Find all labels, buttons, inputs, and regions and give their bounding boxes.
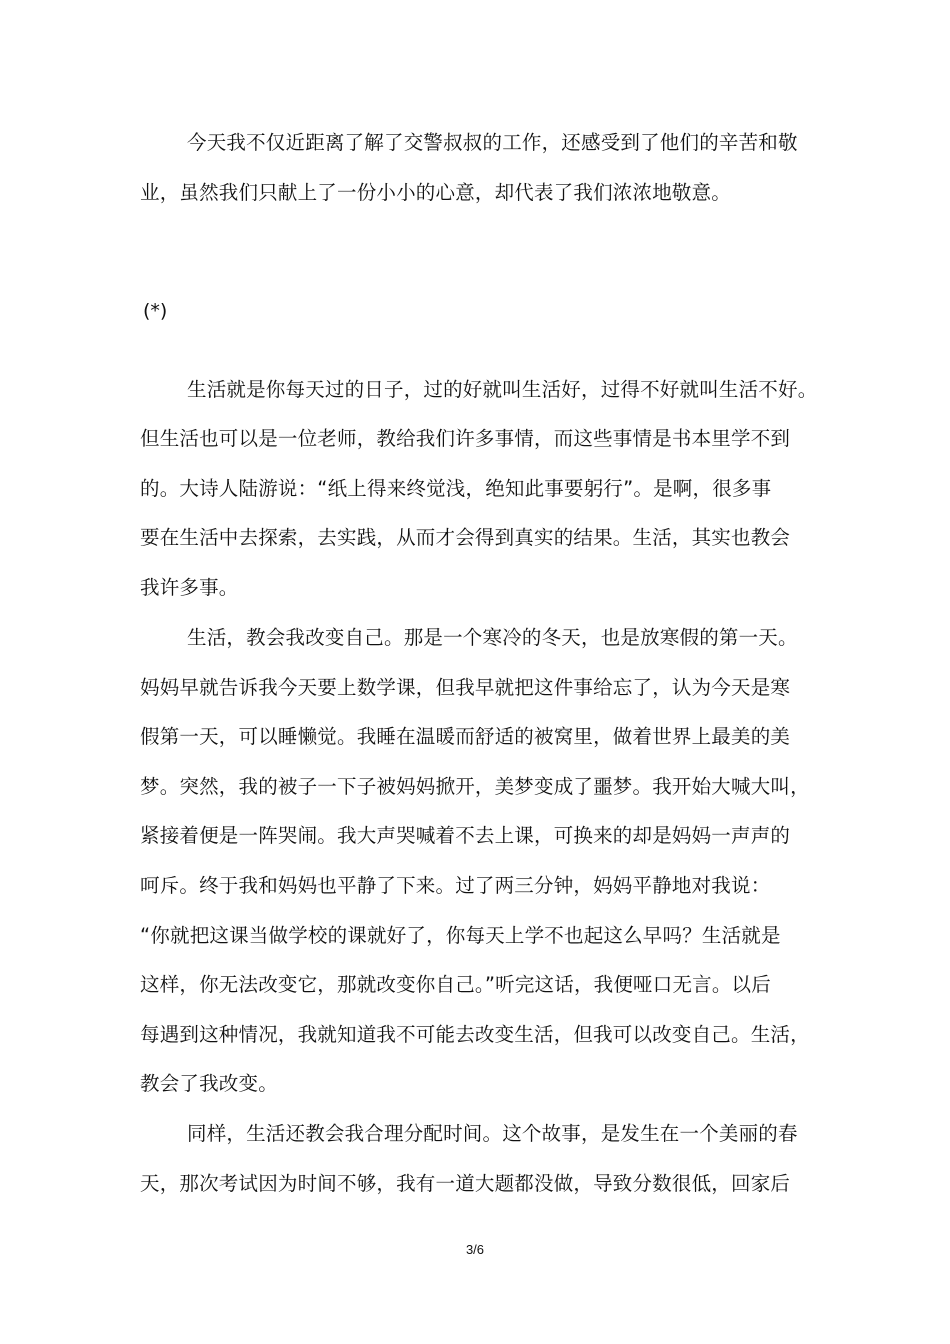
- paragraph-2-line-2: 但生活也可以是一位老师，教给我们许多事情，而这些事情是书本里学不到: [140, 427, 791, 450]
- paragraph-1-line-2: 业，虽然我们只献上了一份小小的心意，却代表了我们浓浓地敬意。: [140, 181, 732, 204]
- paragraph-3-line-9: 每遇到这种情况，我就知道我不可能去改变生活，但我可以改变自己。生活，: [140, 1023, 810, 1046]
- page-number: 3/6: [465, 1242, 485, 1257]
- paragraph-3-line-2: 妈妈早就告诉我今天要上数学课，但我早就把这件事给忘了，认为今天是寒: [140, 676, 791, 699]
- paragraph-3-line-6: 呵斥。终于我和妈妈也平静了下来。过了两三分钟，妈妈平静地对我说：: [140, 874, 771, 897]
- paragraph-3-line-8: 这样，你无法改变它，那就改变你自己。”听完这话，我便哑口无言。以后: [140, 973, 771, 996]
- paragraph-2-line-4: 要在生活中去探索，去实践，从而才会得到真实的结果。生活，其实也教会: [140, 526, 791, 549]
- paragraph-3-line-7: “你就把这课当做学校的课就好了，你每天上学不也起这么早吗？生活就是: [140, 924, 781, 947]
- paragraph-3-line-10: 教会了我改变。: [140, 1072, 278, 1095]
- paragraph-3-line-4: 梦。突然，我的被子一下子被妈妈掀开，美梦变成了噩梦。我开始大喊大叫，: [140, 775, 810, 798]
- paragraph-3-line-3: 假第一天，可以睡懒觉。我睡在温暖而舒适的被窝里，做着世界上最美的美: [140, 725, 791, 748]
- paragraph-2-line-1: 生活就是你每天过的日子，过的好就叫生活好，过得不好就叫生活不好。: [187, 378, 818, 401]
- paragraph-4-line-2: 天，那次考试因为时间不够，我有一道大题都没做，导致分数很低，回家后: [140, 1172, 791, 1195]
- paragraph-1-line-1: 今天我不仅近距离了解了交警叔叔的工作，还感受到了他们的辛苦和敬: [187, 131, 798, 154]
- paragraph-2-line-3: 的。大诗人陆游说：“纸上得来终觉浅，绝知此事要躬行”。是啊，很多事: [140, 477, 772, 500]
- paragraph-3-line-1: 生活，教会我改变自己。那是一个寒冷的冬天，也是放寒假的第一天。: [187, 626, 798, 649]
- section-marker: (*): [143, 300, 168, 322]
- paragraph-2-line-5: 我许多事。: [140, 576, 239, 599]
- paragraph-3-line-5: 紧接着便是一阵哭闹。我大声哭喊着不去上课，可换来的却是妈妈一声声的: [140, 824, 791, 847]
- paragraph-4-line-1: 同样，生活还教会我合理分配时间。这个故事，是发生在一个美丽的春: [187, 1122, 798, 1145]
